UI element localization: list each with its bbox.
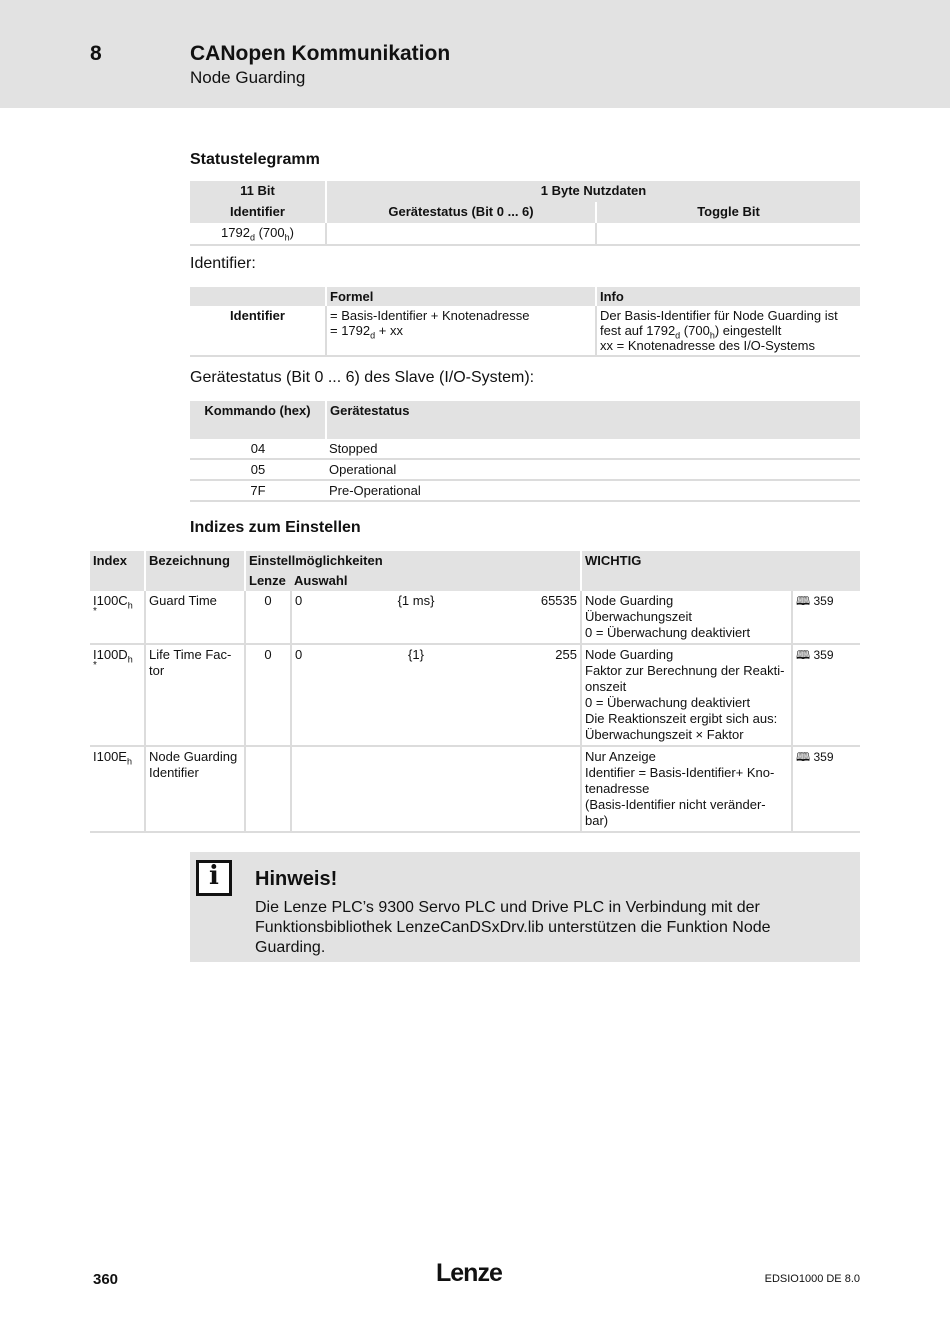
device-status-cell: [326, 223, 596, 245]
wichtig-cell: Nur Anzeige Identifier = Basis-Identifier+ Kno- tenadresse (Basis-Identifier nicht veränder- bar): [581, 746, 792, 832]
col-lenze: Lenze: [245, 571, 291, 591]
book-icon: 🕮: [796, 648, 811, 662]
command-code: 05: [190, 459, 326, 480]
col-auswahl: Auswahl: [294, 573, 348, 588]
col-kommando: Kommando (hex): [204, 403, 311, 418]
range-min: 0: [291, 591, 338, 644]
col-device-status: Gerätestatus (Bit 0 ... 6): [326, 202, 596, 223]
lenze-default: 0: [245, 591, 291, 644]
index-name: Life Time Fac- tor: [145, 644, 245, 746]
lenze-logo: Lenze: [436, 1259, 502, 1287]
formula-cell: = Basis-Identifier + Knotenadresse = $1792_d$ + xx: [326, 306, 596, 356]
range-step: {1}: [338, 644, 494, 746]
book-icon: 🕮: [796, 594, 811, 608]
col-einstellmoeglichkeiten: Einstellmöglichkeiten: [245, 551, 581, 571]
toggle-bit-cell: [596, 223, 860, 245]
col-formel: Formel: [326, 287, 596, 306]
status-telegram-table: [190, 181, 860, 246]
info-cell: Der Basis-Identifier für Node Guarding ist fest auf $1792_d$ $(700_h)$ eingestellt xx = Knotenadresse des I/O-Systems: [596, 306, 860, 356]
document-id: EDSIO1000 DE 8.0: [764, 1273, 860, 1285]
range-step: [338, 746, 494, 832]
command-code: 7F: [190, 480, 326, 501]
book-icon: 🕮: [796, 750, 811, 764]
range-min: 0: [291, 644, 338, 746]
col-geraetestatus: Gerätestatus: [326, 401, 860, 439]
identifier-value: $1792_d$ $(700_h)$: [190, 223, 326, 245]
info-icon: i: [196, 860, 232, 896]
identifier-row-label: Identifier: [190, 306, 326, 356]
note-box: [190, 852, 860, 962]
range-max: [494, 746, 581, 832]
note-title: Hinweis!: [255, 868, 338, 890]
reference-cell[interactable]: [792, 591, 860, 644]
table-row: [90, 591, 860, 644]
col-bits: 11 Bit: [240, 183, 275, 198]
page-reference: 359: [813, 594, 834, 608]
page-reference: 359: [813, 648, 834, 662]
range-min: [291, 746, 338, 832]
page-reference: 359: [813, 750, 834, 764]
range-max: 65535: [494, 591, 581, 644]
header-band: [0, 0, 950, 108]
col-identifier: Identifier: [230, 204, 285, 219]
identifier-table: [190, 287, 860, 357]
index-code: $I100E_h$: [90, 746, 145, 832]
command-status: Pre-Operational: [326, 480, 860, 501]
chapter-subtitle: Node Guarding: [190, 68, 306, 87]
table-row: [190, 480, 860, 501]
index-code: $I100D_h$ *: [90, 644, 145, 746]
section-title-identifier: Identifier:: [190, 255, 256, 272]
col-toggle-bit: Toggle Bit: [596, 202, 860, 223]
table-row: [90, 746, 860, 832]
range-max: 255: [494, 644, 581, 746]
command-status: Operational: [326, 459, 860, 480]
device-status-table: [190, 401, 860, 502]
command-code: 04: [190, 439, 326, 459]
range-step: {1 ms}: [338, 591, 494, 644]
col-wichtig: WICHTIG: [581, 551, 860, 591]
wichtig-cell: Node Guarding Faktor zur Berechnung der Reakti- onszeit 0 = Überwachung deaktiviert Die Reaktionszeit ergibt sich aus: Überwachungszeit × Faktor: [581, 644, 792, 746]
command-status: Stopped: [326, 439, 860, 459]
col-index: Index: [93, 553, 127, 568]
lenze-default: 0: [245, 644, 291, 746]
index-name: Node Guarding Identifier: [145, 746, 245, 832]
col-payload: 1 Byte Nutzdaten: [326, 181, 860, 202]
section-title-geraetestatus: Gerätestatus (Bit 0 ... 6) des Slave (I/O-System):: [190, 369, 535, 386]
table-row: [190, 439, 860, 459]
col-info: Info: [596, 287, 860, 306]
col-bezeichnung: Bezeichnung: [145, 551, 245, 591]
index-code: $I100C_h$ *: [90, 591, 145, 644]
section-title-indizes: Indizes zum Einstellen: [190, 519, 361, 536]
reference-cell[interactable]: [792, 746, 860, 832]
lenze-default: [245, 746, 291, 832]
chapter-number: 8: [90, 42, 102, 65]
table-row: [190, 459, 860, 480]
reference-cell[interactable]: [792, 644, 860, 746]
note-text: Die Lenze PLC’s 9300 Servo PLC und Drive PLC in Verbindung mit der Funktionsbibliothek LenzeCanDSxDrv.lib unterstützen die Funktion Node Guarding.: [255, 899, 771, 956]
wichtig-cell: Node Guarding Überwachungszeit 0 = Überwachung deaktiviert: [581, 591, 792, 644]
index-name: Guard Time: [145, 591, 245, 644]
page-number: 360: [93, 1271, 119, 1288]
indices-table: [90, 551, 860, 833]
chapter-title: CANopen Kommunikation: [190, 42, 451, 65]
table-row: [90, 644, 860, 746]
identifier-header-empty: [190, 287, 326, 306]
section-title-statustelegramm: Statustelegramm: [190, 151, 320, 168]
